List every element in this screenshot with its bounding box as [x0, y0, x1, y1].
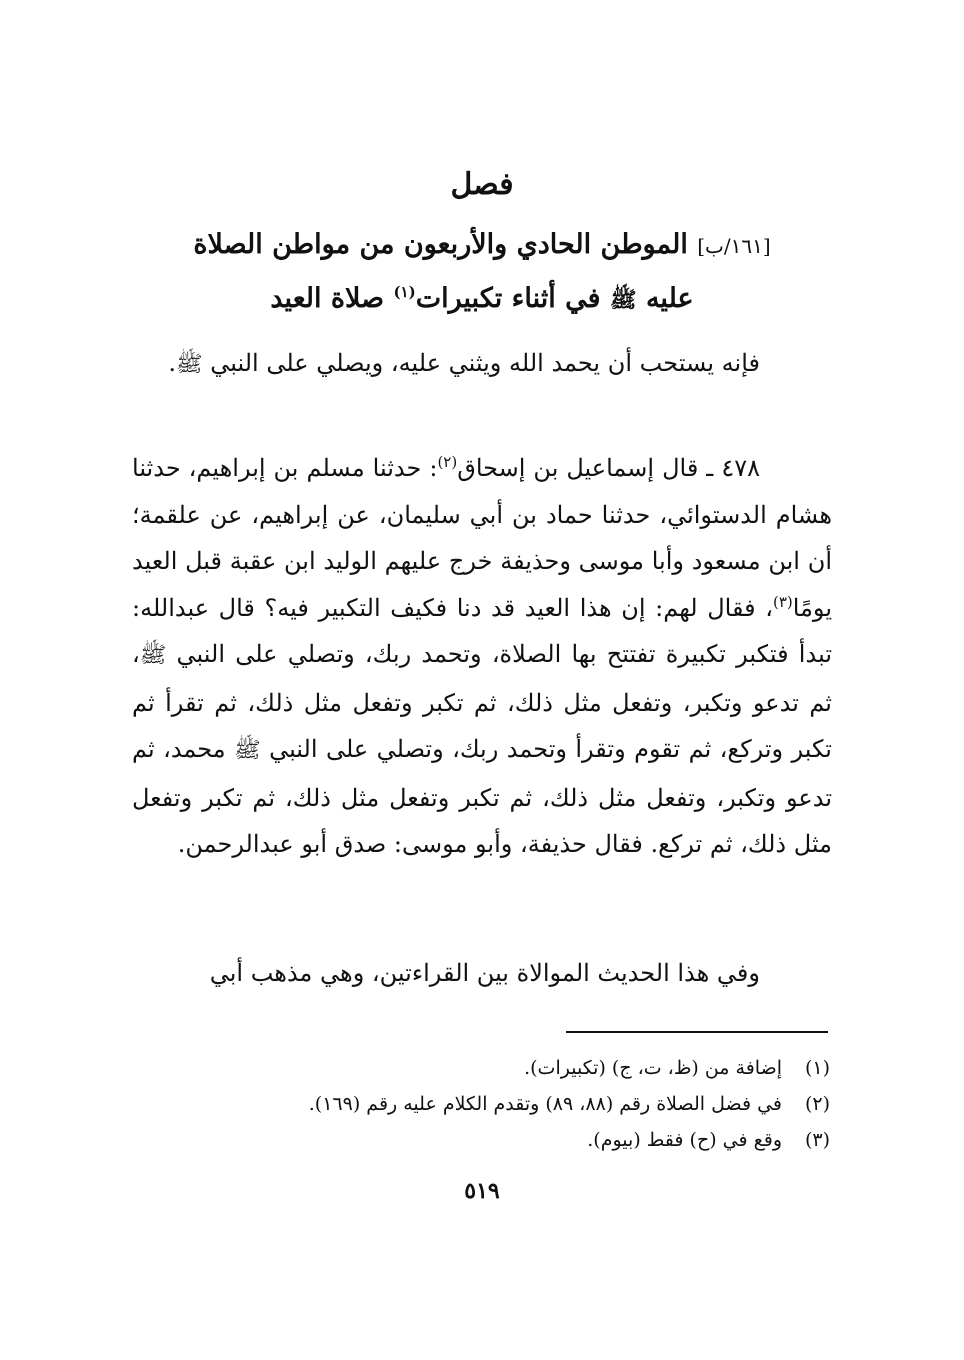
footnote-text: إضافة من (ظ، ت، ج) (تكبيرات).	[524, 1057, 782, 1079]
closing-paragraph: وفي هذا الحديث الموالاة بين القراءتين، وهي مذهب أبي	[209, 959, 760, 987]
footnote-text: وقع في (ح) فقط (بيوم).	[587, 1129, 782, 1151]
footnote-number: (٣)	[804, 1129, 830, 1151]
page-number: ٥١٩	[464, 1178, 500, 1204]
footnote-ref-2[interactable]: (٢)	[437, 453, 458, 471]
hadith-paragraph	[132, 445, 832, 868]
salawat-glyph: ﷺ	[234, 738, 261, 763]
intro-paragraph	[132, 340, 832, 389]
heading-line-1-text: الموطن الحادي والأربعون من مواطن الصلاة	[193, 229, 688, 260]
hadith-text-5: محمد، ثم تدعو وتكبر، وتفعل مثل ذلك، ثم تكبر وتفعل مثل ذلك، ثم تكبر وتفعل مثل ذلك، ثم تركع. فقال حذيفة، وأبو موسى: صدق أبو عبدالرحمن.	[132, 735, 832, 858]
intro-text: فإنه يستحب أن يحمد الله ويثني عليه، ويصلي على النبي	[210, 349, 760, 377]
footnote-ref-1[interactable]: (١)	[393, 283, 416, 301]
hadith-number: ٤٧٨	[721, 454, 760, 482]
footnote-divider	[566, 1031, 828, 1033]
folio-marker: [١٦١/ب]	[697, 234, 771, 258]
hadith-text-1: ـ قال إسماعيل بن إسحاق	[457, 454, 714, 482]
hadith-text-4: ، ثم تدعو وتكبر، وتفعل مثل ذلك، ثم تكبر وتفعل مثل ذلك، ثم تقرأ ثم تكبر وتركع، ثم تقوم وتقرأ وتحمد ربك، وتصلي على النبي	[132, 640, 832, 763]
hadith-text-2: : حدثنا مسلم بن إبراهيم، حدثنا هشام الدستوائي، حدثنا حماد بن أبي سليمان، عن إبراهيم، عن علقمة؛ أن ابن مسعود وأبا موسى وحذيفة خرج عليهم الوليد ابن عقبة قبل العيد يومًا	[132, 454, 832, 622]
footnote-1	[130, 1050, 830, 1086]
footnotes-list	[130, 1050, 830, 1158]
salawat-glyph: ﷺ	[176, 352, 203, 377]
chapter-title: فصل	[450, 167, 514, 202]
footnote-ref-3[interactable]: (٣)	[772, 592, 793, 611]
heading-line-2-end: صلاة العيد	[270, 283, 385, 314]
hadith-text-3: ، فقال لهم: إن هذا العيد قد دنا فكيف التكبير فيه؟ قال عبدالله: تبدأ فتكبر تكبيرة تفتتح بها الصلاة، وتحمد ربك، وتصلي على النبي	[132, 593, 832, 668]
footnote-2	[130, 1086, 830, 1122]
heading-line-2-middle: في أثناء تكبيرات	[415, 283, 601, 314]
section-heading-line-1	[130, 220, 834, 271]
footnote-text: في فضل الصلاة رقم (٨٨، ٨٩) وتقدم الكلام عليه رقم (١٦٩).	[308, 1093, 782, 1115]
salawat-glyph: ﷺ	[609, 287, 637, 313]
footnote-3	[130, 1122, 830, 1158]
footnote-number: (٢)	[804, 1093, 830, 1115]
section-heading-line-2	[130, 274, 834, 325]
intro-end: .	[168, 349, 177, 377]
footnote-number: (١)	[804, 1057, 830, 1079]
heading-line-2-start: عليه	[645, 283, 694, 314]
salawat-glyph: ﷺ	[139, 643, 167, 668]
